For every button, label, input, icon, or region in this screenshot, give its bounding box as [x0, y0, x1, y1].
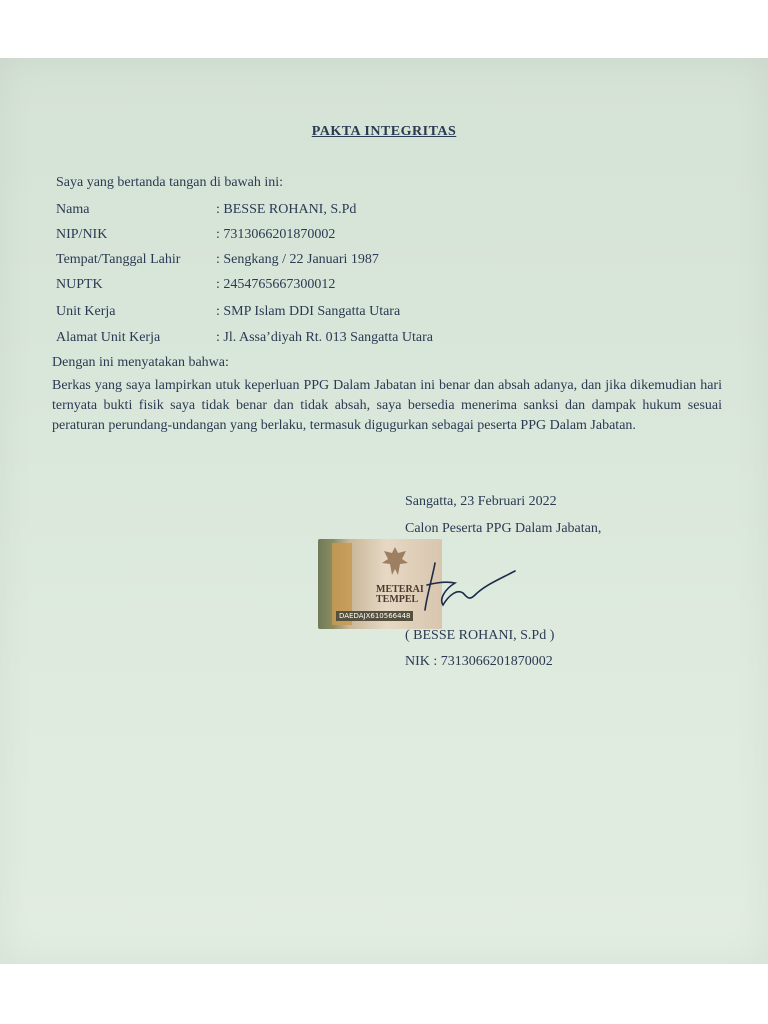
field-label: Unit Kerja: [56, 304, 116, 319]
field-label: Alamat Unit Kerja: [56, 330, 161, 345]
document-photo: [0, 58, 768, 964]
signature-nik: NIK : 7313066201870002: [405, 654, 553, 669]
field-row-unit-kerja: [56, 304, 400, 320]
field-label: Nama: [56, 202, 90, 217]
intro-text: Saya yang bertanda tangan di bawah ini:: [56, 175, 284, 190]
field-label: Tempat/Tanggal Lahir: [56, 252, 181, 267]
handwritten-signature: [405, 555, 525, 615]
field-value: : 2454765667300012: [216, 277, 336, 292]
field-row-nama: [56, 202, 356, 218]
field-label: NUPTK: [56, 277, 103, 292]
statement-paragraph: Berkas yang saya lampirkan utuk keperluan PPG Dalam Jabatan ini benar dan absah adanya, dan jika dikemudian hari ternyata bukti fisik saya tidak benar dan tidak absah, saya bersedia menerima sanksi dan dampak hukum sesuai peraturan perundang-undangan yang berlaku, termasuk digugurkan sebagai peserta PPG Dalam Jabatan.: [52, 378, 722, 433]
field-row-nuptk: [56, 277, 335, 293]
field-row-ttl: [56, 252, 379, 268]
field-value: : BESSE ROHANI, S.Pd: [216, 202, 357, 217]
stamp-label: METERAI TEMPEL: [376, 584, 424, 605]
signature-place-date: Sangatta, 23 Februari 2022: [405, 494, 557, 509]
stamp-serial-code: DAEDAJX610566448: [336, 611, 413, 621]
field-value: : SMP Islam DDI Sangatta Utara: [216, 304, 401, 319]
signature-role: Calon Peserta PPG Dalam Jabatan,: [405, 521, 602, 536]
field-value: : Jl. Assa’diyah Rt. 013 Sangatta Utara: [216, 330, 433, 345]
signature-name: ( BESSE ROHANI, S.Pd ): [405, 628, 555, 643]
field-row-nip: [56, 227, 335, 243]
field-value: : 7313066201870002: [216, 227, 336, 242]
declaration-text: Dengan ini menyatakan bahwa:: [52, 355, 229, 370]
document-title: PAKTA INTEGRITAS: [311, 124, 457, 139]
field-label: NIP/NIK: [56, 227, 108, 242]
field-row-alamat: [56, 330, 433, 346]
field-value: : Sengkang / 22 Januari 1987: [216, 252, 379, 267]
